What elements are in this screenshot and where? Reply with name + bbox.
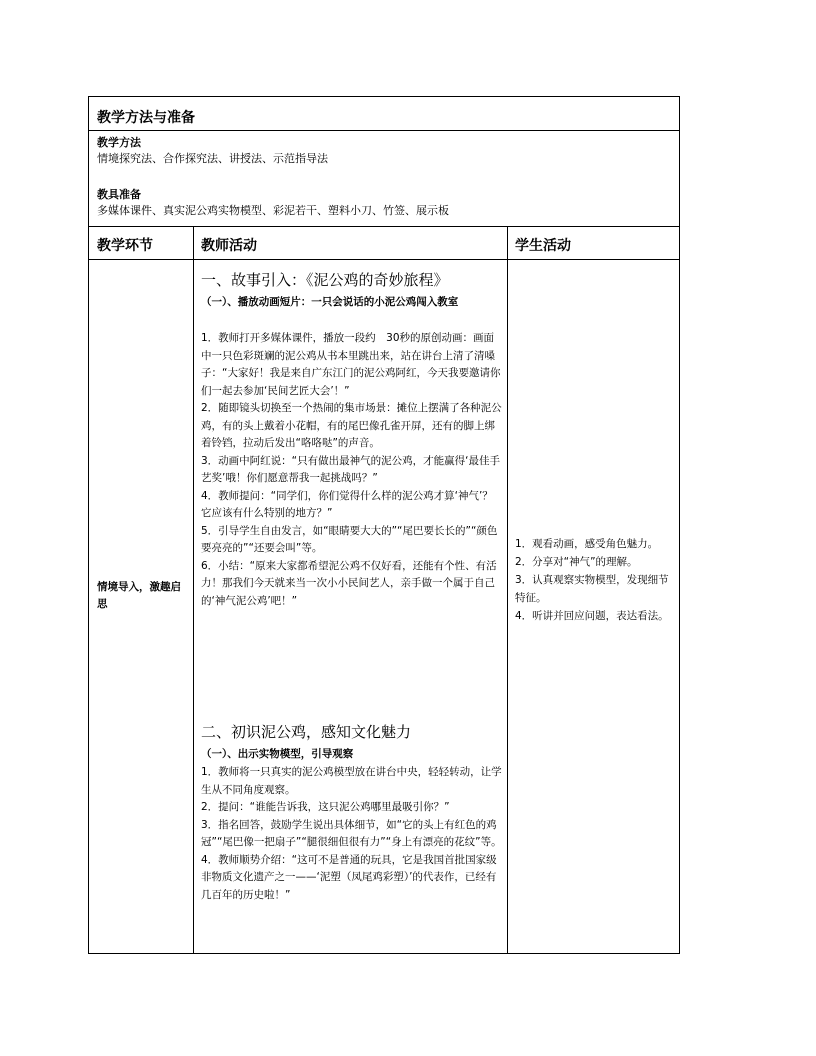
section1-para-3: 3．动画中阿红说：“只有做出最神气的泥公鸡，才能赢得‘最佳手艺奖’哦！你们愿意帮我一起挑战吗？” — [201, 454, 500, 484]
section2-para-2: 2．提问：“谁能告诉我，这只泥公鸡哪里最吸引你？” — [201, 801, 450, 813]
stage-label: 情境导入，激趣启思 — [97, 581, 181, 610]
table-border-right — [679, 96, 680, 954]
section1-title: 一、故事引入：《泥公鸡的奇妙旅程》 — [201, 271, 449, 289]
table-border-bottom — [88, 953, 680, 954]
tools-label: 教具准备 — [97, 188, 141, 201]
section1-para-1: 1．教师打开多媒体课件，播放一段约 30秒的原创动画：画面中一只色彩斑斓的泥公鸡从书本里跳出来，站在讲台上清了清嗓子：“大家好！我是来自广东江门的泥公鸡阿红，今天我要邀请你们一起去参加‘民间艺匠大会’！” — [201, 332, 501, 397]
methods-text: 情境探究法、合作探究法、讲授法、示范指导法 — [97, 152, 328, 165]
lesson-plan-table — [88, 96, 680, 954]
header-row-bottom — [88, 259, 680, 260]
section2-para-4: 4．教师顺势介绍：“这可不是普通的玩具，它是我国首批国家级非物质文化遗产之一——‘泥塑（凤尾鸡彩塑）’的代表作，已经有几百年的历史啦！” — [201, 853, 497, 901]
heading-divider — [88, 130, 680, 131]
section2-para-3: 3．指名回答，鼓励学生说出具体细节，如“它的头上有红色的鸡冠”“尾巴像一把扇子”“腿很细但很有力”“身上有漂亮的花纹”等。 — [201, 818, 502, 848]
section2-paragraphs — [201, 764, 503, 904]
section1-paragraphs — [201, 330, 503, 610]
col-header-teacher: 教师活动 — [201, 238, 257, 254]
col-divider-1 — [193, 226, 194, 954]
header-row-top — [88, 226, 680, 227]
section2-title: 二、初识泥公鸡，感知文化魅力 — [201, 723, 412, 741]
methods-label: 教学方法 — [97, 136, 141, 149]
student-activity-list — [515, 535, 671, 625]
student-item-4: 4．听讲并回应问题，表达看法。 — [515, 610, 669, 622]
prep-heading: 教学方法与准备 — [97, 110, 195, 126]
section1-para-4: 4．教师提问：“同学们，你们觉得什么样的泥公鸡才算‘神气’？它应该有什么特别的地方？” — [201, 489, 493, 519]
table-border-left — [88, 96, 89, 954]
student-item-1: 1．观看动画，感受角色魅力。 — [515, 538, 659, 550]
student-item-2: 2．分享对“神气”的理解。 — [515, 556, 638, 568]
section1-para-5: 5．引导学生自由发言，如“眼睛要大大的”“尾巴要长长的”“颜色要亮亮的”“还要会叫”等。 — [201, 524, 498, 554]
col-divider-2 — [507, 226, 508, 954]
section2-step: （一）、出示实物模型，引导观察 — [201, 748, 354, 760]
col-header-student: 学生活动 — [515, 238, 571, 254]
section1-para-2: 2．随即镜头切换至一个热闹的集市场景：摊位上摆满了各种泥公鸡，有的头上戴着小花帽，有的尾巴像孔雀开屏，还有的脚上绑着铃铛，拉动后发出“咯咯哒”的声音。 — [201, 402, 502, 449]
tools-text: 多媒体课件、真实泥公鸡实物模型、彩泥若干、塑料小刀、竹签、展示板 — [97, 204, 449, 217]
section1-para-6: 6．小结：“原来大家都希望泥公鸡不仅好看，还能有个性、有活力！那我们今天就来当一次小小民间艺人，亲手做一个属于自己的‘神气泥公鸡’吧！” — [201, 559, 497, 607]
col-header-stage: 教学环节 — [97, 238, 153, 254]
section1-step: （一）、播放动画短片：一只会说话的小泥公鸡闯入教室 — [201, 296, 459, 308]
table-border-top — [88, 96, 680, 97]
student-item-3: 3．认真观察实物模型，发现细节特征。 — [515, 574, 669, 604]
section2-para-1: 1．教师将一只真实的泥公鸡模型放在讲台中央，轻轻转动，让学生从不同角度观察。 — [201, 766, 502, 796]
